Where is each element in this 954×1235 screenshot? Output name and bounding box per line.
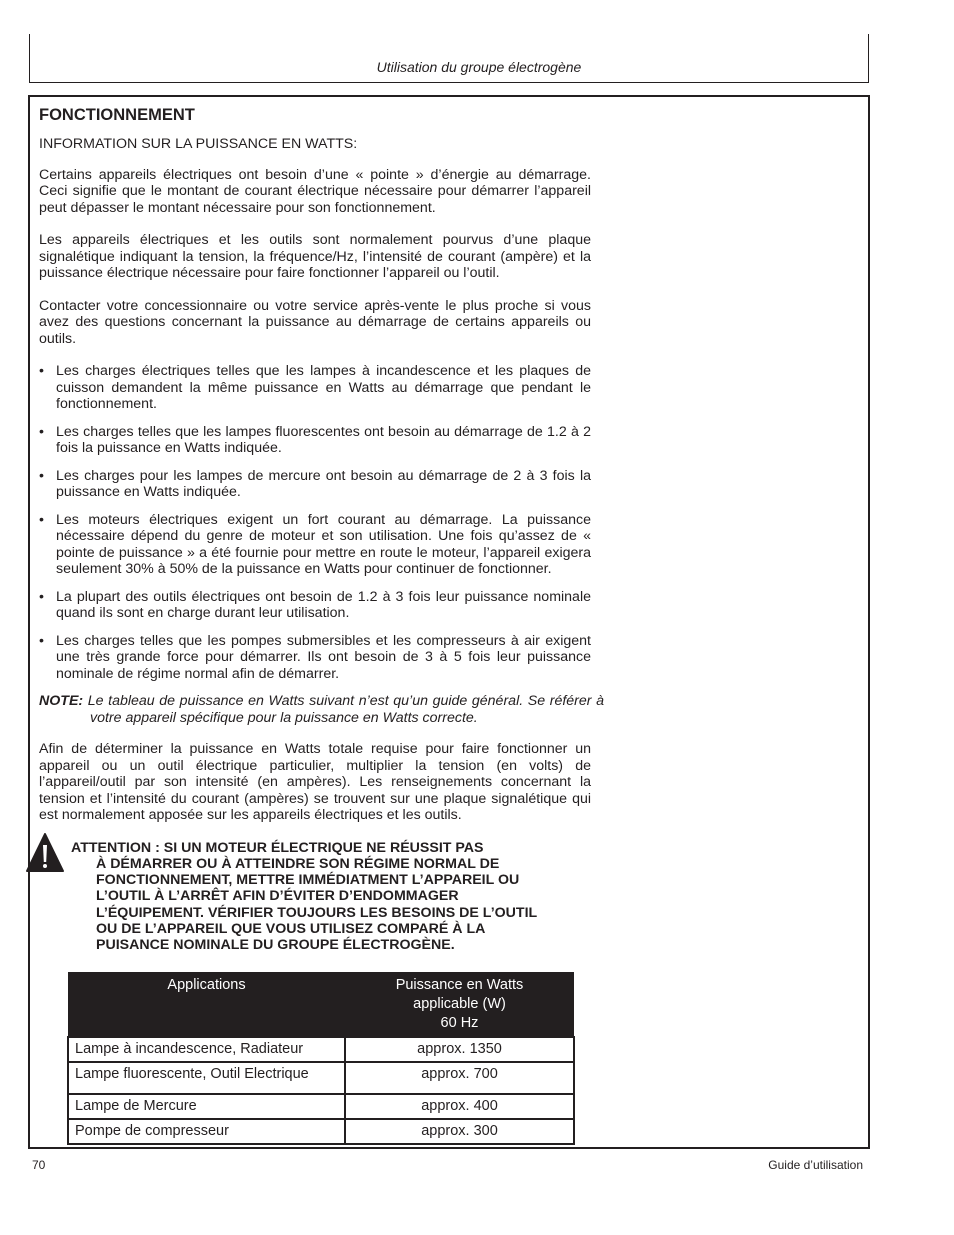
list-item <box>39 512 591 578</box>
note-label: NOTE: <box>39 693 84 709</box>
list-item <box>39 589 591 622</box>
section-subtitle: INFORMATION SUR LA PUISSANCE EN WATTS: <box>39 136 358 152</box>
cell-application: Lampe fluorescente, Outil Electrique <box>68 1062 345 1094</box>
cell-application: Lampe de Mercure <box>68 1094 345 1119</box>
cell-watts: approx. 300 <box>345 1119 574 1144</box>
list-item <box>39 468 591 501</box>
cell-watts: approx. 700 <box>345 1062 574 1094</box>
warning-line: L’OUTIL À L’ARRÊT AFIN D’ÉVITER D’ENDOMMAGER <box>96 888 459 905</box>
cell-application: Lampe à incandescence, Radiateur <box>68 1037 345 1062</box>
table-row <box>68 1062 574 1094</box>
bullet-icon: • <box>39 467 44 484</box>
list-item <box>39 363 591 413</box>
bullet-icon: • <box>39 363 44 379</box>
paragraph: Certains appareils électriques ont besoin d’une « pointe » d’énergie au démarrage. Ceci signifie que le montant de courant électrique nécessaire pour démarrer l’appareil peut dépasser le montant nécessaire pour son fonctionnement. <box>39 166 591 216</box>
table-header-row <box>68 972 574 1037</box>
page-header <box>29 34 869 83</box>
warning-line: PUISANCE NOMINALE DU GROUPE ÉLECTROGÈNE. <box>96 937 455 954</box>
closing-paragraph: Afin de déterminer la puissance en Watts totale requise pour faire fonctionner un appareil ou un outil électrique particulier, multiplier la tension (en volts) de l’appareil/outil par son intensité (en ampères). Les renseignements concernant la tension et l’intensité du courant (ampères) se trouvent sur une plaque signalétique qui est normalement apposée sur les appareils électriques et les outils. <box>39 741 591 823</box>
list-item-text: Les charges électriques telles que les lampes à incandescence et les plaques de cuisson demandent la même puissance en Watts au démarrage que pendant le fonctionnement. <box>56 363 591 412</box>
table-row <box>68 1037 574 1062</box>
bullet-list <box>39 363 591 682</box>
list-item <box>39 633 591 683</box>
warning-line: OU DE L’APPAREIL QUE VOUS UTILISEZ COMPARÉ À LA <box>96 920 486 937</box>
paragraph: Les appareils électriques et les outils sont normalement pourvus d’une plaque signalétique indiquant la tension, la fréquence/Hz, l’intensité de courant (ampère) et la puissance électrique nécessaire pour faire fonctionner l’appareil ou l’outil. <box>39 232 591 281</box>
column-header-line: 60 Hz <box>440 1015 479 1031</box>
warning-line: À DÉMARRER OU À ATTEINDRE SON RÉGIME NORMAL DE <box>96 855 500 872</box>
cell-watts: approx. 400 <box>345 1094 574 1119</box>
header-title: Utilisation du groupe électrogène <box>376 59 582 75</box>
list-item-text: Les charges telles que les pompes submersibles et les compresseurs à air exigent une très grande force pour démarrer. Ils ont besoin de 3 à 5 fois leur puissance nominale de régime normal afin de démarrer. <box>56 632 591 682</box>
list-item-text: Les charges telles que les lampes fluorescentes ont besoin au démarrage de 1.2 à 2 fois la puissance en Watts indiquée. <box>56 423 591 456</box>
cell-watts: approx. 1350 <box>345 1037 574 1062</box>
page-number: 70 <box>32 1158 46 1172</box>
paragraph: Contacter votre concessionnaire ou votre service après-vente le plus proche si vous avez des questions concernant la puissance au démarrage de certains appareils ou outils. <box>39 297 591 347</box>
warning-block <box>39 840 591 954</box>
column-header-applications: Applications <box>68 972 345 1037</box>
list-item <box>39 424 591 457</box>
bullet-icon: • <box>39 511 44 528</box>
list-item-text: La plupart des outils électriques ont besoin de 1.2 à 3 fois leur puissance nominale quand ils sont en charge durant leur utilisation. <box>56 588 591 621</box>
warning-line: FONCTIONNEMENT, METTRE IMMÉDIATMENT L’APPAREIL OU <box>96 872 520 889</box>
main-content <box>39 105 604 954</box>
section-title: FONCTIONNEMENT <box>39 106 195 124</box>
table-row <box>68 1094 574 1119</box>
warning-triangle-icon <box>26 833 64 877</box>
bullet-icon: • <box>39 632 44 649</box>
bullet-icon: • <box>39 588 44 605</box>
guide-name: Guide d’utilisation <box>768 1158 863 1172</box>
column-header-line: applicable (W) <box>413 996 506 1012</box>
table-row <box>68 1119 574 1144</box>
column-header-watts <box>345 972 574 1037</box>
cell-application: Pompe de compresseur <box>68 1119 345 1144</box>
warning-line: ATTENTION : SI UN MOTEUR ÉLECTRIQUE NE RÉUSSIT PAS <box>71 839 484 856</box>
note <box>39 693 604 726</box>
column-header-line: Puissance en Watts <box>395 977 524 993</box>
warning-line: L’ÉQUIPEMENT. VÉRIFIER TOUJOURS LES BESOINS DE L’OUTIL <box>96 904 538 921</box>
bullet-icon: • <box>39 423 44 440</box>
list-item-text: Les moteurs électriques exigent un fort courant au démarrage. La puissance nécessaire dépend du genre de moteur et son utilisation. Une fois qu’assez de « pointe de puissance » a été fournie pour mettre en route le moteur, l’appareil exigera seulement 30% à 50% de la puissance en Watts pour continuer de fonctionner. <box>56 511 591 577</box>
list-item-text: Les charges pour les lampes de mercure ont besoin au démarrage de 2 à 3 fois la puissance en Watts indiquée. <box>56 467 591 500</box>
wattage-table <box>67 972 575 1145</box>
note-text: Le tableau de puissance en Watts suivant n’est qu’un guide général. Se référer à votre appareil spécifique pour la puissance en Watts correcte. <box>83 693 604 726</box>
